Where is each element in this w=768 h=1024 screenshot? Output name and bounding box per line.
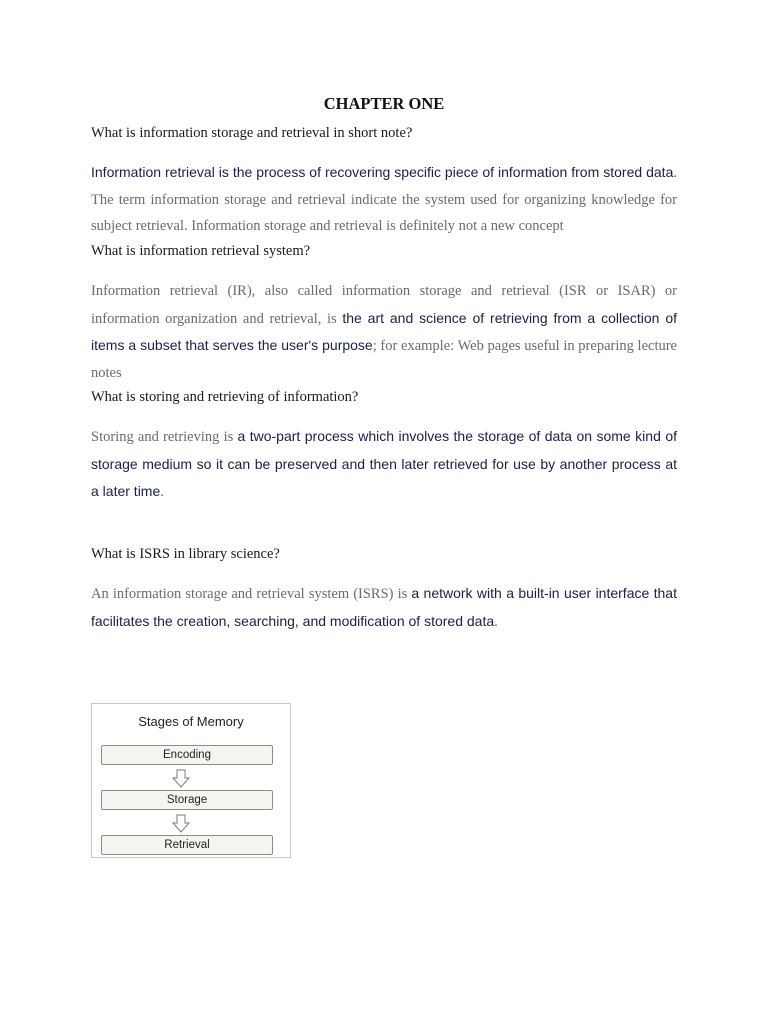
answer-3-rest: .	[160, 484, 164, 501]
answer-3	[91, 423, 677, 506]
stage-storage: Storage	[101, 790, 273, 810]
question-2: What is information retrieval system?	[91, 243, 311, 259]
answer-4-highlight: a network with a built-in user interface that facilitates the creation, searching, and modification of stored data	[91, 585, 677, 629]
answer-3-highlight: a two-part process which involves the storage of data on some kind of storage medium so it can be preserved and then later retrieved for use by another process at a later time	[91, 428, 677, 500]
answer-4	[91, 580, 677, 635]
answer-1-highlight: Information retrieval is the process of recovering specific piece of information from stored data	[91, 164, 674, 180]
question-3: What is storing and retrieving of information?	[91, 389, 359, 405]
diagram-title: Stages of Memory	[138, 714, 244, 729]
answer-1	[91, 159, 677, 240]
stage-retrieval: Retrieval	[101, 835, 273, 855]
chapter-title: CHAPTER ONE	[323, 94, 445, 113]
down-arrow-icon	[171, 769, 191, 789]
down-arrow-icon	[171, 814, 191, 834]
answer-3-lead: Storing and retrieving is	[91, 429, 238, 445]
stage-encoding: Encoding	[101, 745, 273, 765]
question-4: What is ISRS in library science?	[91, 546, 280, 562]
answer-2-rest: ; for example: Web pages useful in preparing lecture notes	[91, 338, 677, 382]
answer-1-rest: . The term information storage and retrieval indicate the system used for organizing knowledge for subject retrieval. Information storage and retrieval is definitely not a new concept	[91, 165, 677, 235]
answer-2-lead: Information retrieval (IR), also called information storage and retrieval (ISR or ISAR) or information organization and retrieval, is	[91, 283, 677, 327]
stages-of-memory-diagram	[91, 703, 291, 858]
question-1: What is information storage and retrieval in short note?	[91, 125, 413, 141]
answer-4-lead: An information storage and retrieval system (ISRS) is	[91, 586, 412, 602]
answer-2-highlight: the art and science of retrieving from a collection of items a subset that serves the user's purpose	[91, 309, 677, 354]
answer-4-rest: .	[494, 613, 498, 630]
answer-2	[91, 278, 677, 387]
